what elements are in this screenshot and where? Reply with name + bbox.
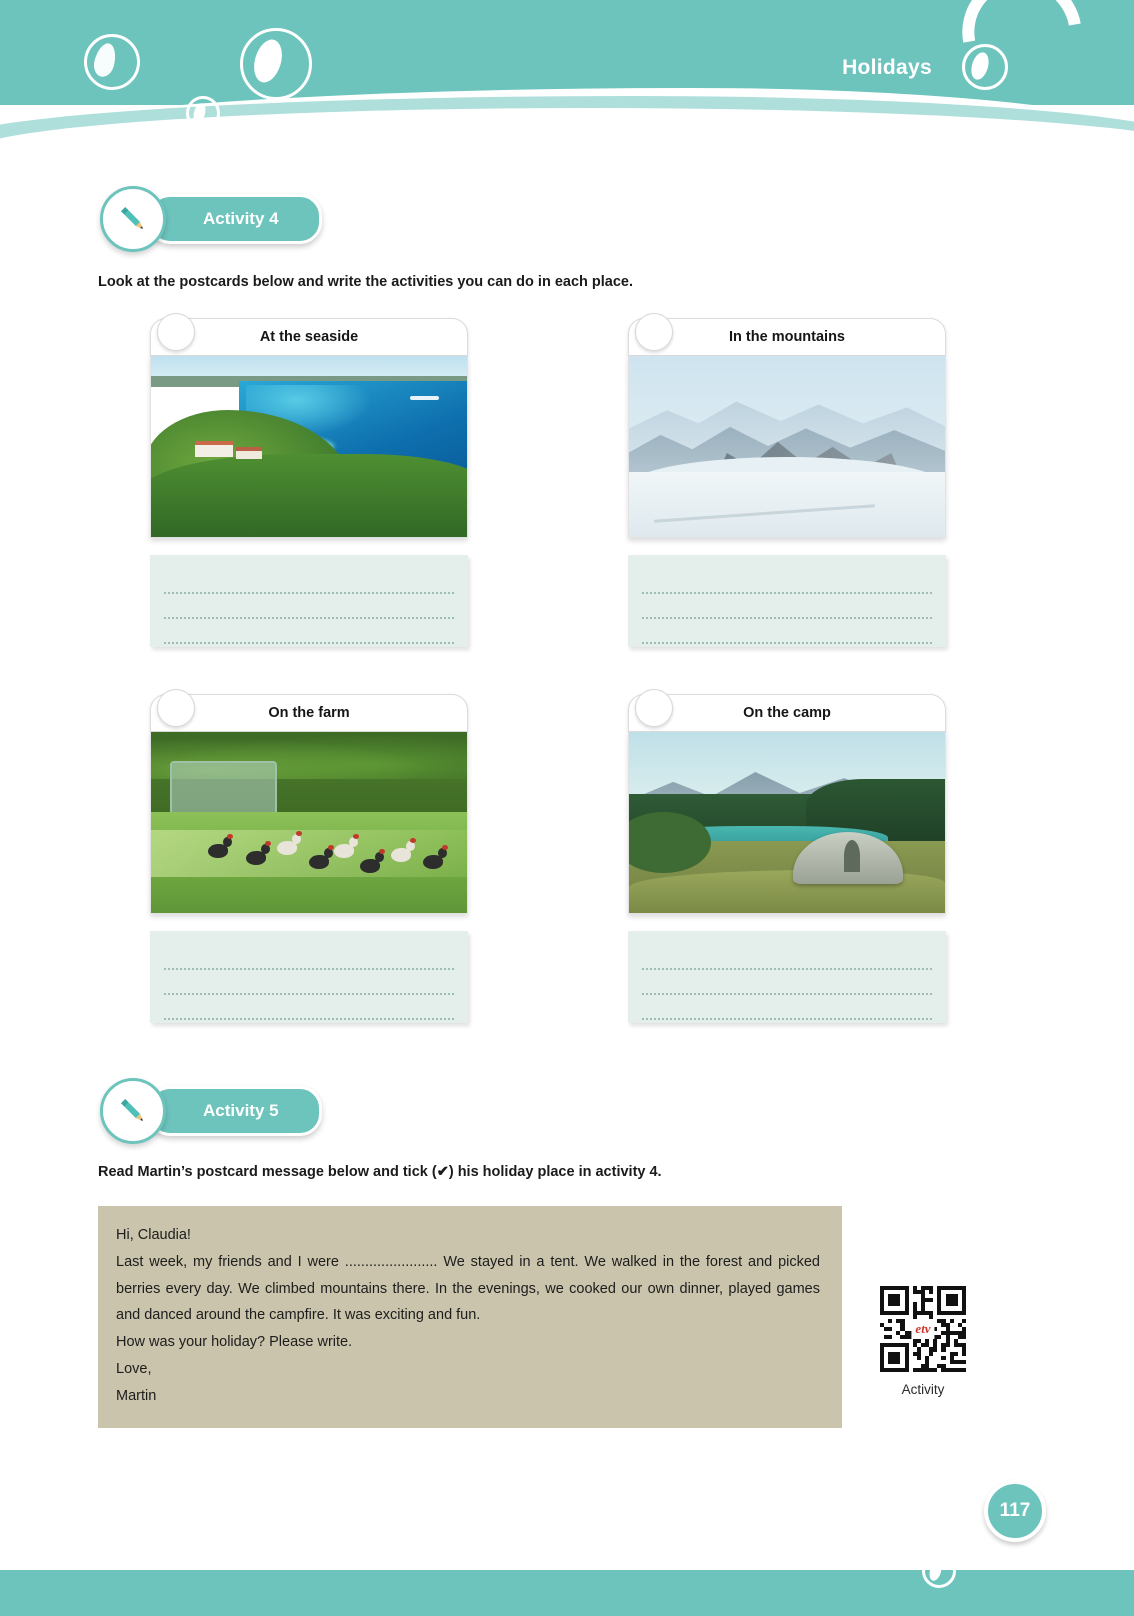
message-signature: Martin	[116, 1387, 157, 1404]
decorative-bubble-icon	[84, 34, 140, 90]
camp-photo	[628, 732, 946, 914]
tick-checkbox-farm[interactable]	[157, 689, 195, 727]
tick-checkbox-camp[interactable]	[635, 689, 673, 727]
postcard-title: On the camp	[743, 705, 831, 721]
answer-line[interactable]	[642, 995, 932, 1020]
qr-code-block[interactable]	[880, 1286, 966, 1397]
activity-4-tab[interactable]	[100, 186, 322, 252]
answer-lines-farm[interactable]	[150, 931, 468, 1023]
answer-line[interactable]	[164, 995, 454, 1020]
message-question: How was your holiday? Please write.	[116, 1334, 353, 1351]
postcard-header	[150, 694, 468, 732]
answer-line[interactable]	[642, 594, 932, 619]
decorative-bubble-icon	[922, 1554, 956, 1588]
answer-line[interactable]	[642, 970, 932, 995]
answer-line[interactable]	[164, 569, 454, 594]
answer-line[interactable]	[164, 594, 454, 619]
activity-5-tab[interactable]	[100, 1078, 322, 1144]
answer-line[interactable]	[642, 619, 932, 644]
activity-4-instruction: Look at the postcards below and write the activities you can do in each place.	[98, 274, 634, 290]
tick-checkbox-seaside[interactable]	[157, 313, 195, 351]
answer-line[interactable]	[642, 569, 932, 594]
page-header	[0, 0, 1134, 150]
page-footer	[0, 1486, 1134, 1616]
postcard-mountains	[628, 318, 946, 647]
postcard-header	[150, 318, 468, 356]
postcard-farm	[150, 694, 468, 1023]
activity-5-label: Activity 5	[148, 1086, 322, 1136]
answer-line[interactable]	[164, 619, 454, 644]
answer-lines-camp[interactable]	[628, 931, 946, 1023]
qr-logo-text: etv	[911, 1319, 934, 1339]
message-greeting: Hi, Claudia!	[116, 1227, 191, 1243]
activity-5-instruction: Read Martin’s postcard message below and tick (✔) his holiday place in activity 4.	[98, 1164, 662, 1180]
pencil-icon	[100, 186, 166, 252]
postcard-message	[98, 1206, 842, 1428]
postcard-title: On the farm	[268, 705, 350, 721]
answer-line[interactable]	[164, 945, 454, 970]
mountains-photo	[628, 356, 946, 538]
postcard-title: In the mountains	[729, 329, 845, 345]
footer-wave-white	[0, 1518, 1134, 1570]
postcard-camp	[628, 694, 946, 1023]
pencil-icon	[100, 1078, 166, 1144]
answer-line[interactable]	[642, 945, 932, 970]
qr-caption: Activity	[901, 1382, 945, 1397]
message-body: Last week, my friends and I were ....................... We stayed in a tent. We walked in the forest and picked berries every day. We climbed mountains there. In the evenings, we cooked our own dinner, played games and danced around the campfire. It was exciting and fun.	[116, 1253, 820, 1324]
qr-code-icon[interactable]	[880, 1286, 966, 1372]
postcard-header	[628, 318, 946, 356]
decorative-bubble-icon	[240, 28, 312, 100]
decorative-bubble-icon	[186, 96, 220, 130]
tick-checkbox-mountains[interactable]	[635, 313, 673, 351]
answer-line[interactable]	[164, 970, 454, 995]
seaside-photo	[150, 356, 468, 538]
answer-lines-mountains[interactable]	[628, 555, 946, 647]
message-closing: Love,	[116, 1361, 152, 1378]
page-title: Holidays	[842, 56, 932, 79]
postcard-seaside	[150, 318, 468, 647]
page-number-badge: 117	[984, 1480, 1046, 1542]
postcard-header	[628, 694, 946, 732]
postcard-title: At the seaside	[259, 329, 359, 345]
farm-photo	[150, 732, 468, 914]
answer-lines-seaside[interactable]	[150, 555, 468, 647]
activity-4-label: Activity 4	[148, 194, 322, 244]
